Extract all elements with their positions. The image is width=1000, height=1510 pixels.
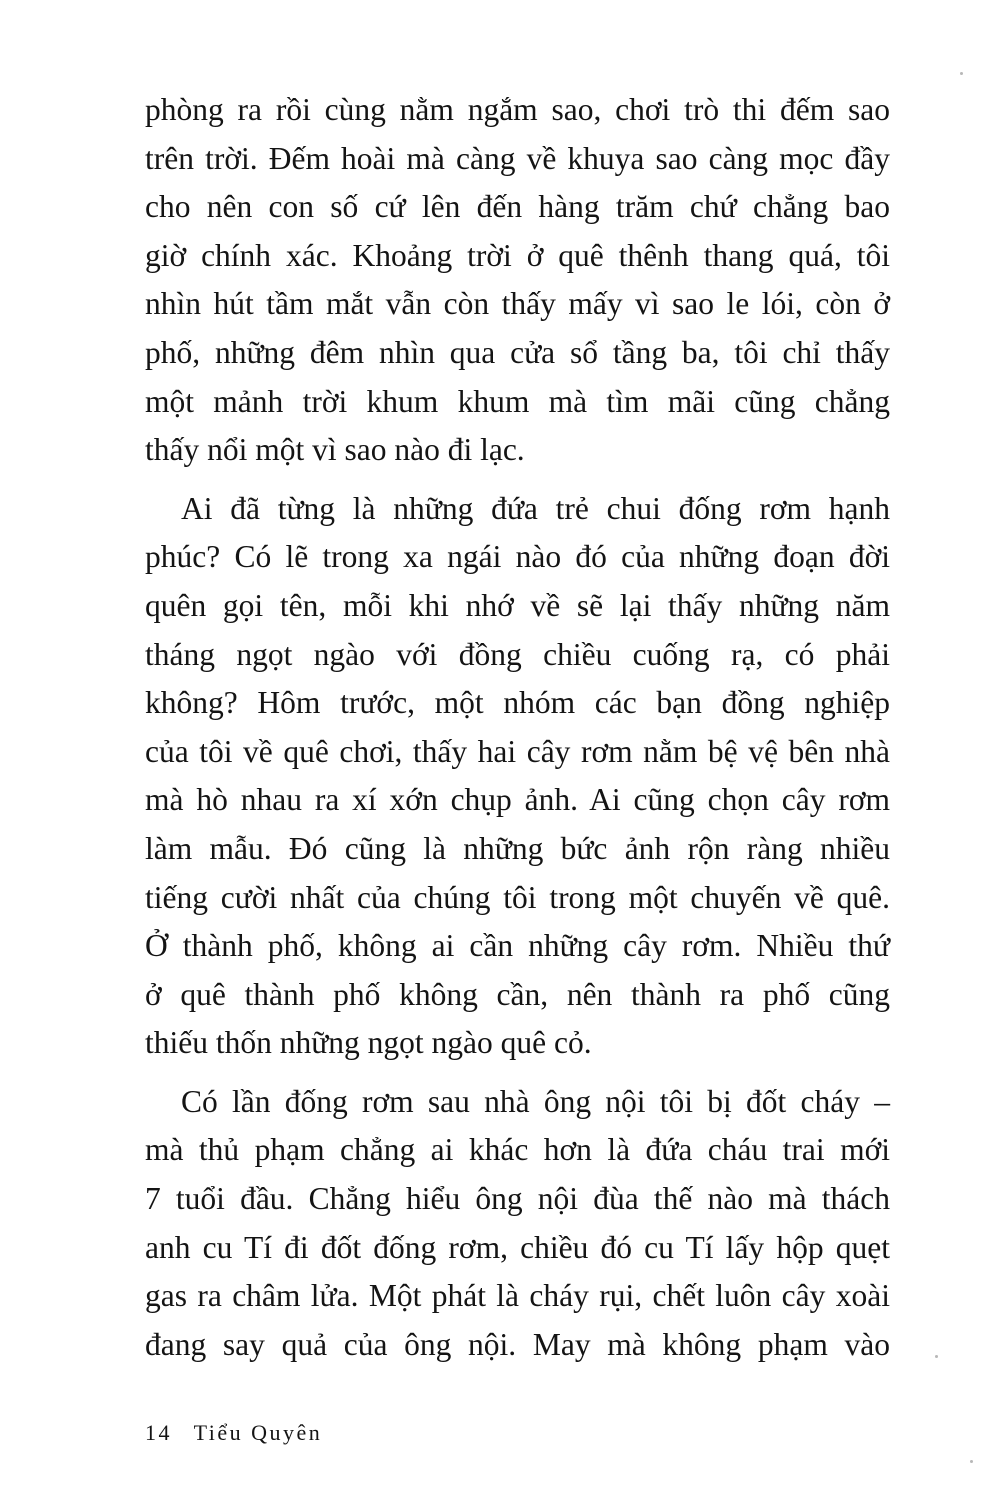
- text-line: Ở thành phố, không ai cần những cây rơm. Nhiều thứ: [145, 928, 890, 964]
- text-line: Có lần đống rơm sau nhà ông nội tôi bị đốt cháy –: [181, 1083, 890, 1119]
- running-footer-author: Tiểu Quyên: [193, 1420, 323, 1445]
- text-line: ở quê thành phố không cần, nên thành ra phố cũng: [145, 976, 890, 1012]
- text-line: của tôi về quê chơi, thấy hai cây rơm nằm bệ vệ bên nhà: [145, 733, 890, 769]
- text-line: giờ chính xác. Khoảng trời ở quê thênh thang quá, tôi: [145, 237, 890, 273]
- text-line: mà thủ phạm chẳng ai khác hơn là đứa cháu trai mới: [145, 1132, 890, 1168]
- text-line: phố, những đêm nhìn qua cửa sổ tầng ba, tôi chỉ thấy: [145, 334, 890, 370]
- text-line: 7 tuổi đầu. Chẳng hiểu ông nội đùa thế nào mà thách: [145, 1181, 890, 1217]
- text-line: mà hò nhau ra xí xớn chụp ảnh. Ai cũng chọn cây rơm: [145, 782, 890, 818]
- body-text: [145, 86, 890, 1369]
- text-line: thấy nổi một vì sao nào đi lạc.: [145, 432, 525, 468]
- text-line: phòng ra rồi cùng nằm ngắm sao, chơi trò thi đếm sao: [145, 92, 890, 127]
- text-line: tiếng cười nhất của chúng tôi trong một chuyến về quê.: [145, 879, 890, 915]
- text-line: đang say quả của ông nội. May mà không phạm vào: [145, 1326, 890, 1362]
- text-line: anh cu Tí đi đốt đống rơm, chiều đó cu Tí lấy hộp quẹt: [145, 1229, 890, 1265]
- page-footer: [145, 1420, 322, 1446]
- text-line: làm mẫu. Đó cũng là những bức ảnh rộn ràng nhiều: [145, 830, 890, 866]
- text-line: phúc? Có lẽ trong xa ngái nào đó của những đoạn đời: [145, 539, 890, 575]
- scan-speck: [970, 1460, 973, 1463]
- scan-speck: [960, 72, 963, 75]
- text-line: không? Hôm trước, một nhóm các bạn đồng nghiệp: [145, 685, 890, 721]
- paragraph-3: [145, 1078, 890, 1370]
- text-line: quên gọi tên, mỗi khi nhớ về sẽ lại thấy những năm: [145, 587, 890, 623]
- paragraph-2: [145, 485, 890, 1068]
- text-line: tháng ngọt ngào với đồng chiều cuống rạ, có phải: [145, 636, 890, 672]
- page-number: 14: [145, 1420, 172, 1445]
- text-line: cho nên con số cứ lên đến hàng trăm chứ chẳng bao: [145, 189, 890, 225]
- text-line: thiếu thốn những ngọt ngào quê cỏ.: [145, 1025, 592, 1061]
- text-line: gas ra châm lửa. Một phát là cháy rụi, chết luôn cây xoài: [145, 1278, 890, 1314]
- text-line: nhìn hút tầm mắt vẫn còn thấy mấy vì sao le lói, còn ở: [145, 286, 890, 322]
- scan-speck: [935, 1355, 938, 1358]
- text-line: một mảnh trời khum khum mà tìm mãi cũng chẳng: [145, 383, 890, 419]
- paragraph-1: [145, 86, 890, 475]
- text-line: Ai đã từng là những đứa trẻ chui đống rơm hạnh: [181, 490, 890, 526]
- text-line: trên trời. Đếm hoài mà càng về khuya sao càng mọc đầy: [145, 140, 890, 176]
